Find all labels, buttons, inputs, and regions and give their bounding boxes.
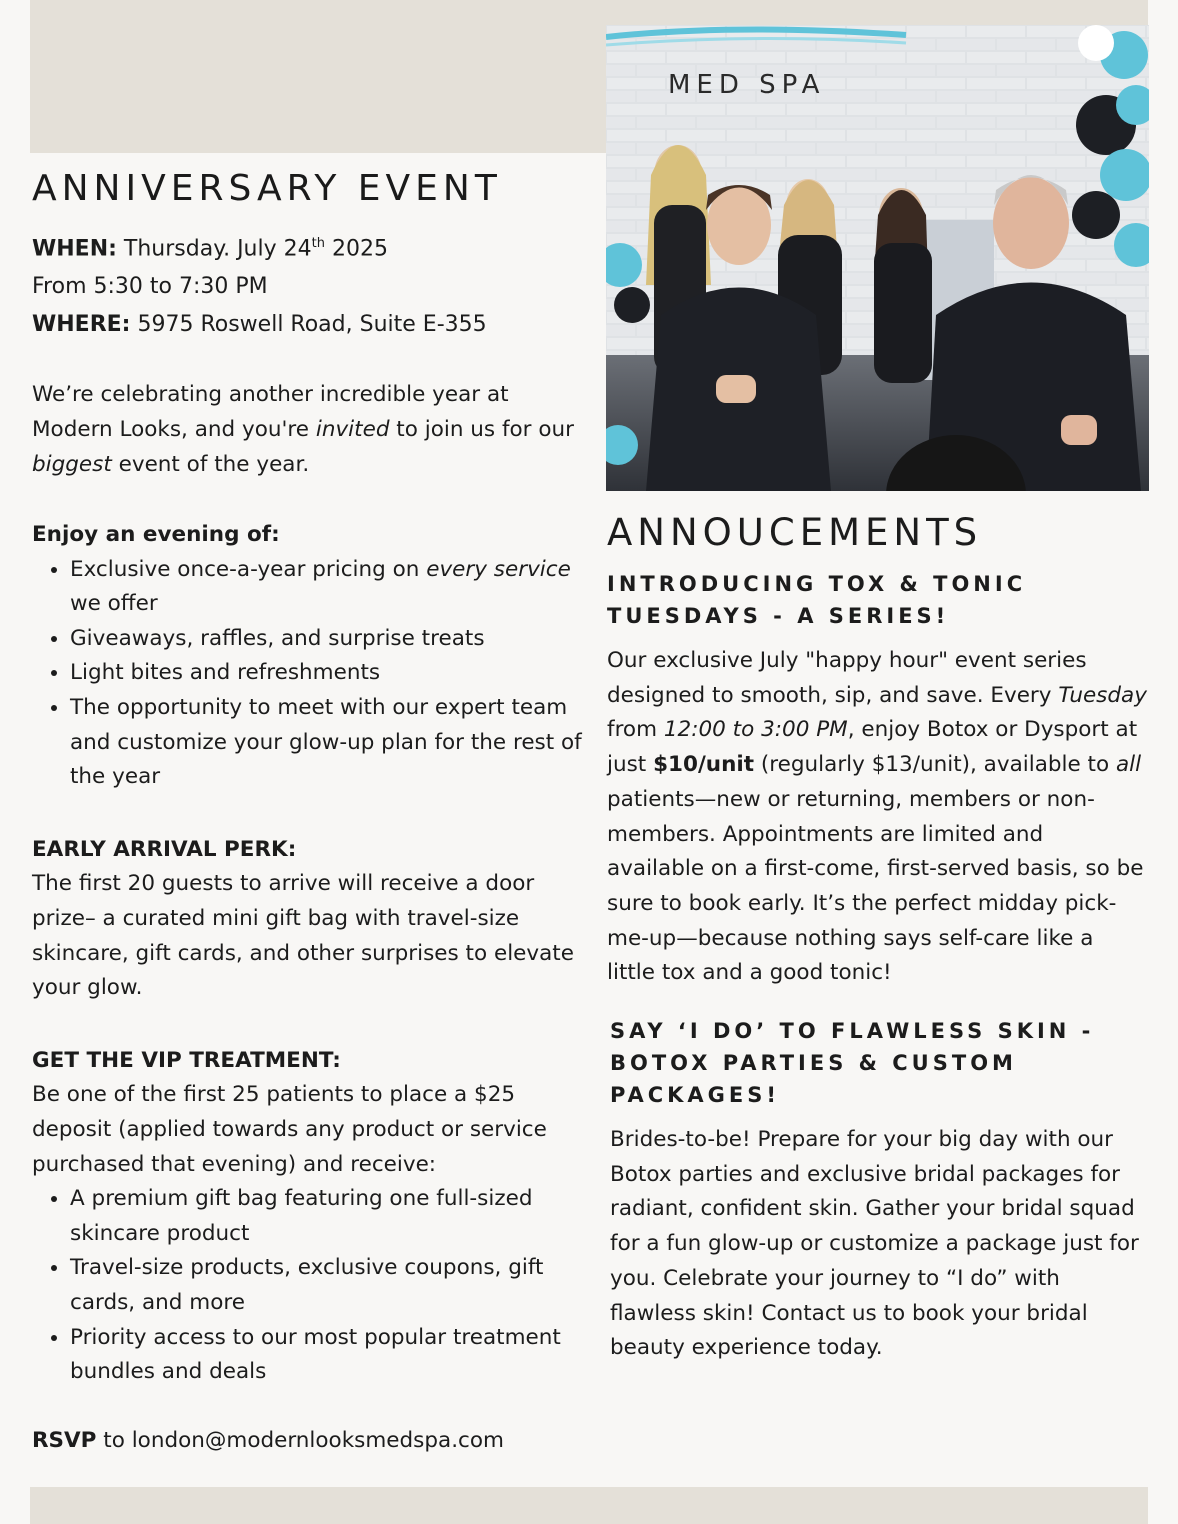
- list-item: • Exclusive once-a-year pricing on every service we offer: [70, 553, 592, 622]
- event-when: [32, 225, 592, 268]
- rsvp-email[interactable]: to london@modernlooksmedspa.com: [96, 1427, 504, 1453]
- vip-text: Be one of the first 25 patients to place a $25 deposit (applied towards any product or service purchased that evening) and receive:: [32, 1082, 547, 1177]
- event-title: ANNIVERSARY EVENT: [32, 168, 502, 209]
- evening-label: Enjoy an evening of:: [32, 522, 280, 548]
- bridal-heading: SAY ‘I DO’ TO FLAWLESS SKIN - BOTOX PARTIES & CUSTOM PACKAGES!: [610, 1019, 1095, 1108]
- bottom-color-band: [30, 1487, 1148, 1524]
- rsvp-line: [32, 1424, 592, 1459]
- vip-list: [32, 1182, 592, 1390]
- when-year: 2025: [324, 236, 388, 262]
- med-spa-sign: MED SPA: [668, 70, 826, 100]
- rsvp-label: RSVP: [32, 1427, 97, 1453]
- event-where: [32, 306, 592, 344]
- list-item: • Light bites and refreshments: [70, 656, 592, 691]
- evening-list: [32, 553, 592, 795]
- early-arrival-label: EARLY ARRIVAL PERK:: [32, 836, 297, 862]
- announcements-column: [607, 508, 1147, 1366]
- early-arrival-text: The first 20 guests to arrive will receive a door prize– a curated mini gift bag with travel-size skincare, gift cards, and other surprises to elevate your glow.: [32, 871, 574, 1001]
- when-sup: th: [311, 236, 325, 251]
- when-value: Thursday. July 24: [116, 236, 312, 262]
- tox-tonic-text: Our exclusive July "happy hour" event series designed to smooth, sip, and save. Every Tuesday from 12:00 to 3:00 PM, enjoy Botox or Dysport at just $10/unit (regularly $13/unit), available to all patients—new or returning, members or non-members. Appointments are limited and available on a first-come, first-served basis, so be sure to book early. It’s the perfect midday pick-me-up—because nothing says self-care like a little tox and a good tonic!: [607, 648, 1147, 986]
- list-item: • Giveaways, raffles, and surprise treats: [70, 622, 592, 657]
- event-time: From 5:30 to 7:30 PM: [32, 274, 268, 300]
- bridal-text: Brides-to-be! Prepare for your big day with our Botox parties and exclusive bridal packages for radiant, confident skin. Gather your bridal squad for a fun glow-up or customize a package just for you. Celebrate your journey to “I do” with flawless skin! Contact us to book your bridal beauty experience today.: [610, 1127, 1139, 1361]
- list-item: • A premium gift bag featuring one full-sized skincare product: [70, 1182, 592, 1251]
- event-column: [32, 165, 592, 1458]
- announcements-title: ANNOUCEMENTS: [607, 511, 983, 554]
- vip-label: GET THE VIP TREATMENT:: [32, 1047, 341, 1073]
- photo-illustration: [606, 25, 1149, 491]
- list-item: • Priority access to our most popular treatment bundles and deals: [70, 1321, 592, 1390]
- when-label: WHEN:: [32, 236, 117, 262]
- tox-tonic-heading: INTRODUCING TOX & TONIC TUESDAYS - A SERIES!: [607, 572, 1027, 628]
- list-item: • The opportunity to meet with our expert team and customize your glow-up plan for the rest of the year: [70, 691, 592, 795]
- event-intro: We’re celebrating another incredible year at Modern Looks, and you're invited to join us for our biggest event of the year.: [32, 382, 574, 477]
- where-label: WHERE:: [32, 312, 131, 338]
- where-value: 5975 Roswell Road, Suite E-355: [130, 312, 487, 338]
- list-item: • Travel-size products, exclusive coupons, gift cards, and more: [70, 1251, 592, 1320]
- event-photo: [606, 25, 1149, 491]
